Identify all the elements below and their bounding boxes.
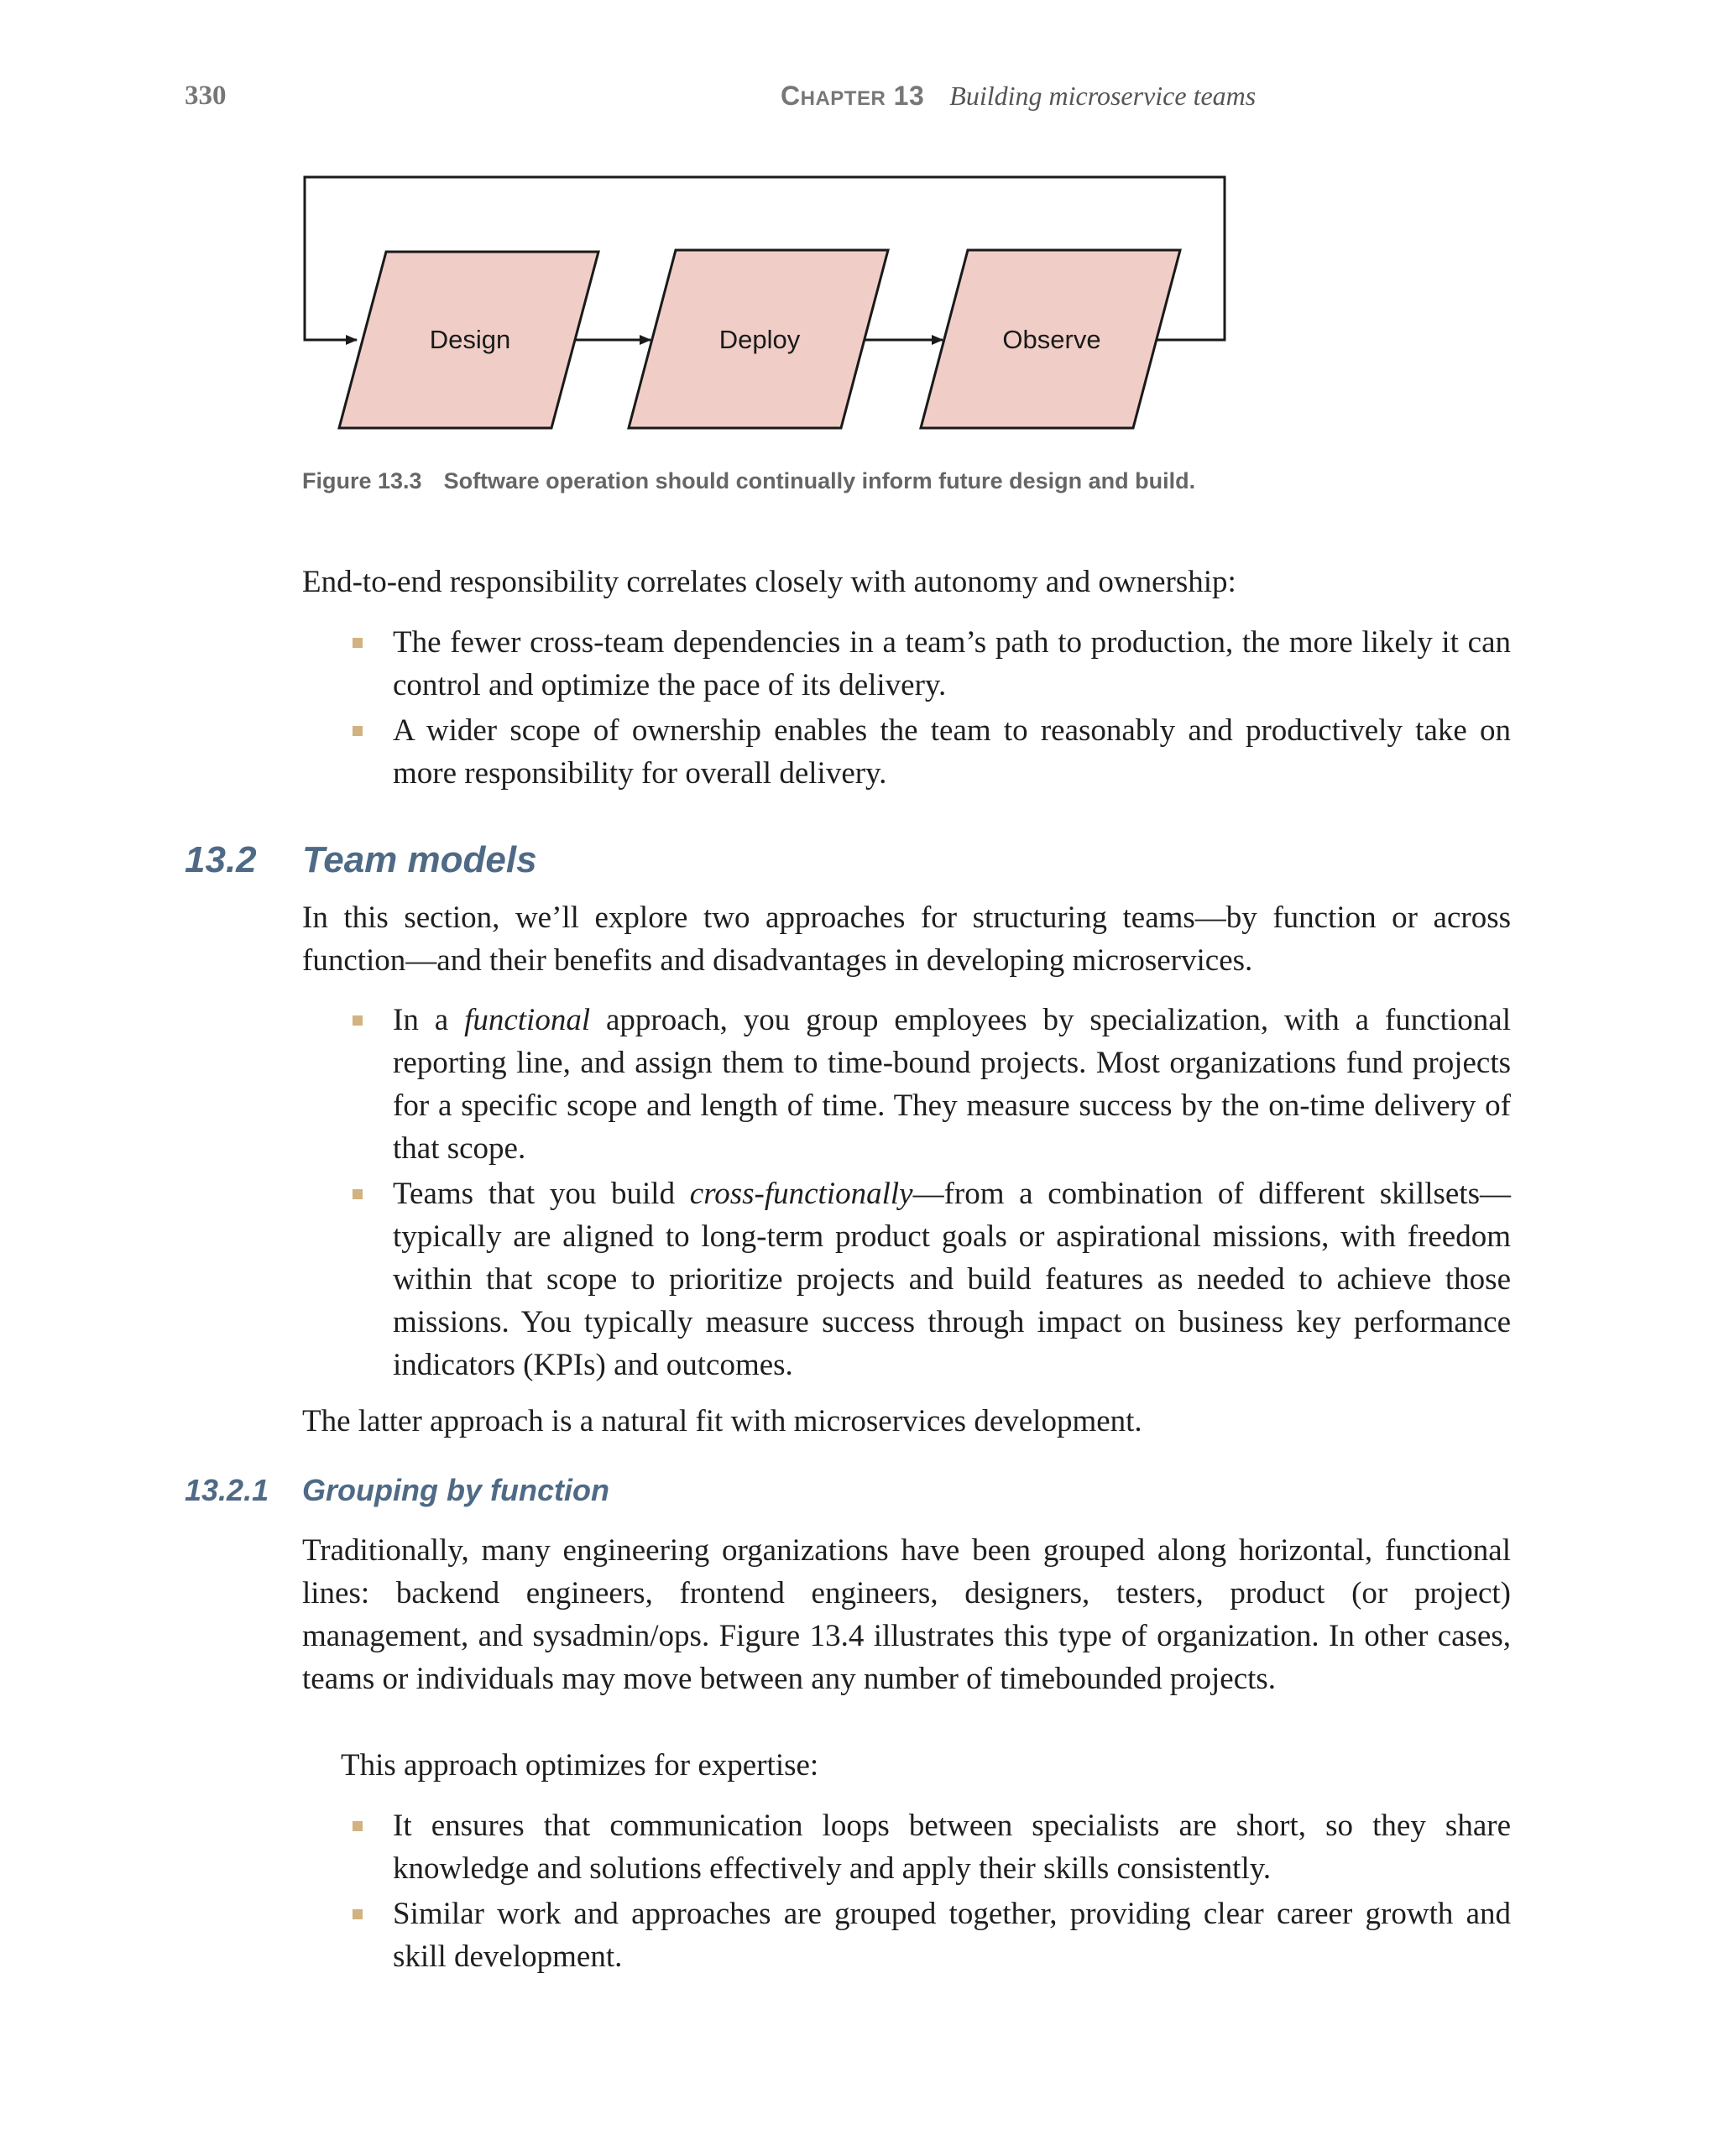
intro-paragraph: End-to-end responsibility correlates closely with autonomy and ownership: (302, 565, 1236, 599)
list-item (302, 999, 1511, 1170)
list-item (302, 1892, 1511, 1978)
bullet-text-after: approach, you group employees by specialization, with a functional reporting line, and assign them to time-bound projects. Most organizations fund projects for a specific scope and length of time. They measure success by the on-time delivery of that scope. (393, 1003, 1511, 1166)
chapter-label-rest: HAPTER (800, 87, 886, 110)
chapter-title: Building microservice teams (949, 81, 1257, 111)
list-item (302, 709, 1511, 795)
grouping-bullet-list (302, 1804, 1511, 1978)
figure-caption-label: Figure 13.3 (302, 468, 422, 493)
bullet-text-before: Teams that you build (393, 1177, 690, 1211)
page-number: 330 (185, 81, 227, 111)
section-13-2-1-paragraph-2: This approach optimizes for expertise: (341, 1748, 819, 1783)
section-13-2-closing: The latter approach is a natural fit with microservices development. (302, 1404, 1142, 1438)
bullet-text: Similar work and approaches are grouped together, providing clear career growth and skill development. (393, 1897, 1511, 1974)
list-item (302, 621, 1511, 707)
design-deploy-observe-diagram (0, 0, 1719, 470)
bullet-text: It ensures that communication loops between specialists are short, so they share knowledge and solutions effectively and apply their skills consistently. (393, 1809, 1511, 1886)
section-title: Grouping by function (302, 1473, 609, 1507)
team-models-bullet-list (302, 999, 1511, 1386)
chapter-label-cap: C (781, 81, 801, 111)
figure-caption-text: Software operation should continually inform future design and build. (443, 468, 1196, 493)
intro-bullet-list (302, 621, 1511, 795)
square-bullet-icon (353, 726, 363, 736)
list-item (302, 1804, 1511, 1890)
list-item (302, 1172, 1511, 1386)
square-bullet-icon (353, 1821, 363, 1831)
square-bullet-icon (353, 1189, 363, 1199)
bullet-text: The fewer cross-team dependencies in a team’s path to production, the more likely it can control and optimize the pace of its delivery. (393, 625, 1511, 702)
bullet-text: A wider scope of ownership enables the team to reasonably and productively take on more responsibility for overall delivery. (393, 713, 1511, 791)
bullet-text-after: —from a combination of different skillsets—typically are aligned to long-term product goals or aspirational missions, with freedom within that scope to prioritize projects and build features as needed to achieve those missions. You typically measure success through impact on business key performance indicators (KPIs) and outcomes. (393, 1177, 1511, 1382)
bullet-text-before: In a (393, 1003, 465, 1037)
figure-caption (302, 468, 1195, 494)
square-bullet-icon (353, 1015, 363, 1026)
section-number: 13.2.1 (185, 1473, 269, 1507)
section-heading-13-2-1 (185, 1473, 609, 1508)
section-number: 13.2 (185, 839, 257, 880)
emphasis-cross-functionally: cross-functionally (689, 1177, 913, 1211)
chapter-number: 13 (893, 81, 925, 111)
emphasis-functional: functional (464, 1003, 591, 1037)
section-13-2-1-paragraph: Traditionally, many engineering organizations have been grouped along horizontal, functional lines: backend engineers, frontend engineers, designers, testers, product (or project) management, and sysadmin/ops. Figure 13.4 illustrates this type of organization. In other cases, teams or individuals may move between any number of timebounded projects. (302, 1533, 1511, 1696)
section-title: Team models (302, 839, 537, 880)
figure-13-3 (0, 0, 1719, 470)
section-heading-13-2 (185, 839, 537, 881)
section-13-2-paragraph: In this section, we’ll explore two approaches for structuring teams—by function or across function—and their benefits and disadvantages in developing microservices. (302, 901, 1511, 978)
deploy-label: Deploy (718, 325, 801, 354)
square-bullet-icon (353, 638, 363, 648)
square-bullet-icon (353, 1909, 363, 1919)
observe-label: Observe (1002, 325, 1101, 354)
design-label: Design (429, 325, 511, 354)
